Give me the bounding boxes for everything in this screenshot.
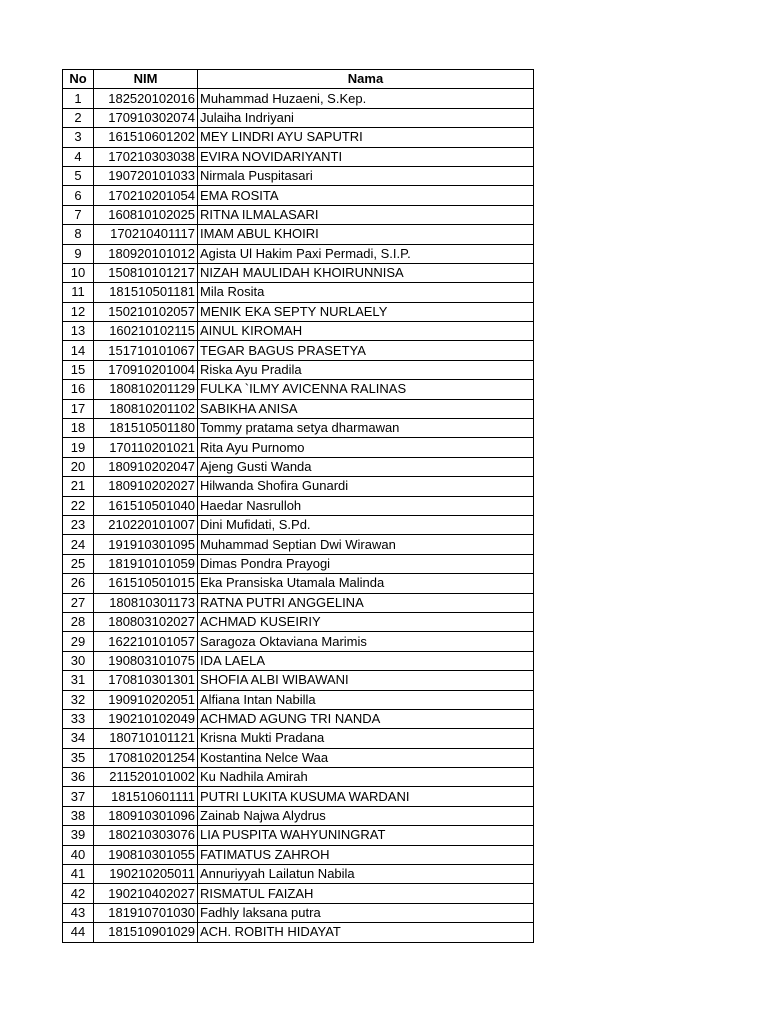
name-cell: MEY LINDRI AYU SAPUTRI — [198, 128, 534, 147]
row-number-cell: 3 — [63, 128, 94, 147]
row-number-cell: 24 — [63, 535, 94, 554]
table-row — [63, 302, 534, 321]
name-cell: Muhammad Huzaeni, S.Kep. — [198, 89, 534, 108]
row-number-cell: 35 — [63, 748, 94, 767]
nim-cell: 180810201102 — [94, 399, 198, 418]
table-row — [63, 884, 534, 903]
name-cell: EMA ROSITA — [198, 186, 534, 205]
row-number-cell: 13 — [63, 322, 94, 341]
name-cell: Rita Ayu Purnomo — [198, 438, 534, 457]
name-cell: SHOFIA ALBI WIBAWANI — [198, 671, 534, 690]
nim-cell: 181910701030 — [94, 903, 198, 922]
table-row — [63, 671, 534, 690]
table-row — [63, 709, 534, 728]
table-row — [63, 593, 534, 612]
table-body — [63, 89, 534, 942]
row-number-cell: 22 — [63, 496, 94, 515]
name-cell: Hilwanda Shofira Gunardi — [198, 477, 534, 496]
row-number-cell: 26 — [63, 574, 94, 593]
name-cell: FULKA `ILMY AVICENNA RALINAS — [198, 380, 534, 399]
name-cell: Mila Rosita — [198, 283, 534, 302]
nim-cell: 180920101012 — [94, 244, 198, 263]
nim-cell: 190910202051 — [94, 690, 198, 709]
table-row — [63, 380, 534, 399]
name-cell: Fadhly laksana putra — [198, 903, 534, 922]
nim-cell: 181510501180 — [94, 419, 198, 438]
nim-cell: 170210401117 — [94, 225, 198, 244]
table-row — [63, 748, 534, 767]
row-number-cell: 29 — [63, 632, 94, 651]
row-number-cell: 4 — [63, 147, 94, 166]
name-cell: Nirmala Puspitasari — [198, 166, 534, 185]
nim-cell: 170110201021 — [94, 438, 198, 457]
nim-cell: 161510601202 — [94, 128, 198, 147]
row-number-cell: 19 — [63, 438, 94, 457]
row-number-cell: 31 — [63, 671, 94, 690]
table-row — [63, 554, 534, 573]
student-roster-table — [62, 69, 534, 943]
nim-cell: 170910302074 — [94, 108, 198, 127]
name-cell: AINUL KIROMAH — [198, 322, 534, 341]
table-row — [63, 845, 534, 864]
row-number-cell: 20 — [63, 457, 94, 476]
table-row — [63, 457, 534, 476]
name-cell: Julaiha Indriyani — [198, 108, 534, 127]
name-cell: Agista Ul Hakim Paxi Permadi, S.I.P. — [198, 244, 534, 263]
nim-cell: 180910202047 — [94, 457, 198, 476]
name-cell: Tommy pratama setya dharmawan — [198, 419, 534, 438]
nim-cell: 181510901029 — [94, 923, 198, 942]
table-row — [63, 419, 534, 438]
row-number-cell: 36 — [63, 768, 94, 787]
table-row — [63, 225, 534, 244]
table-row — [63, 612, 534, 631]
name-cell: Zainab Najwa Alydrus — [198, 806, 534, 825]
nim-cell: 180810201129 — [94, 380, 198, 399]
name-cell: LIA PUSPITA WAHYUNINGRAT — [198, 826, 534, 845]
name-cell: Krisna Mukti Pradana — [198, 729, 534, 748]
nim-cell: 170210201054 — [94, 186, 198, 205]
nim-cell: 211520101002 — [94, 768, 198, 787]
row-number-cell: 42 — [63, 884, 94, 903]
nim-cell: 190210205011 — [94, 865, 198, 884]
nim-cell: 210220101007 — [94, 515, 198, 534]
nim-cell: 160810102025 — [94, 205, 198, 224]
nim-cell: 190720101033 — [94, 166, 198, 185]
nim-cell: 181510501181 — [94, 283, 198, 302]
nim-cell: 170810201254 — [94, 748, 198, 767]
table-row — [63, 787, 534, 806]
row-number-cell: 32 — [63, 690, 94, 709]
row-number-cell: 1 — [63, 89, 94, 108]
name-cell: ACHMAD AGUNG TRI NANDA — [198, 709, 534, 728]
table-row — [63, 729, 534, 748]
name-cell: TEGAR BAGUS PRASETYA — [198, 341, 534, 360]
table-row — [63, 89, 534, 108]
table-row — [63, 399, 534, 418]
table-row — [63, 263, 534, 282]
table-row — [63, 535, 534, 554]
name-cell: ACHMAD KUSEIRIY — [198, 612, 534, 631]
row-number-cell: 43 — [63, 903, 94, 922]
nim-cell: 182520102016 — [94, 89, 198, 108]
table-row — [63, 826, 534, 845]
table-row — [63, 690, 534, 709]
nim-cell: 180210303076 — [94, 826, 198, 845]
table-row — [63, 515, 534, 534]
row-number-cell: 44 — [63, 923, 94, 942]
row-number-cell: 16 — [63, 380, 94, 399]
name-cell: Muhammad Septian Dwi Wirawan — [198, 535, 534, 554]
row-number-cell: 34 — [63, 729, 94, 748]
row-number-cell: 2 — [63, 108, 94, 127]
table-row — [63, 166, 534, 185]
row-number-cell: 33 — [63, 709, 94, 728]
row-number-cell: 7 — [63, 205, 94, 224]
nim-cell: 181510601111 — [94, 787, 198, 806]
name-cell: Ajeng Gusti Wanda — [198, 457, 534, 476]
name-cell: Dimas Pondra Prayogi — [198, 554, 534, 573]
column-header-nama: Nama — [198, 70, 534, 89]
name-cell: Haedar Nasrulloh — [198, 496, 534, 515]
nim-cell: 190210102049 — [94, 709, 198, 728]
row-number-cell: 14 — [63, 341, 94, 360]
name-cell: RATNA PUTRI ANGGELINA — [198, 593, 534, 612]
column-header-nim: NIM — [94, 70, 198, 89]
name-cell: NIZAH MAULIDAH KHOIRUNNISA — [198, 263, 534, 282]
row-number-cell: 41 — [63, 865, 94, 884]
row-number-cell: 11 — [63, 283, 94, 302]
nim-cell: 161510501040 — [94, 496, 198, 515]
nim-cell: 190803101075 — [94, 651, 198, 670]
name-cell: SABIKHA ANISA — [198, 399, 534, 418]
row-number-cell: 40 — [63, 845, 94, 864]
row-number-cell: 28 — [63, 612, 94, 631]
row-number-cell: 10 — [63, 263, 94, 282]
nim-cell: 150210102057 — [94, 302, 198, 321]
table-row — [63, 205, 534, 224]
row-number-cell: 30 — [63, 651, 94, 670]
nim-cell: 180810301173 — [94, 593, 198, 612]
table-row — [63, 865, 534, 884]
nim-cell: 162210101057 — [94, 632, 198, 651]
nim-cell: 190210402027 — [94, 884, 198, 903]
table-row — [63, 128, 534, 147]
nim-cell: 151710101067 — [94, 341, 198, 360]
name-cell: Ku Nadhila Amirah — [198, 768, 534, 787]
row-number-cell: 21 — [63, 477, 94, 496]
table-row — [63, 283, 534, 302]
name-cell: Riska Ayu Pradila — [198, 360, 534, 379]
table-row — [63, 360, 534, 379]
row-number-cell: 25 — [63, 554, 94, 573]
table-row — [63, 768, 534, 787]
row-number-cell: 17 — [63, 399, 94, 418]
table-row — [63, 108, 534, 127]
nim-cell: 170210303038 — [94, 147, 198, 166]
table-row — [63, 477, 534, 496]
header-row — [63, 70, 534, 89]
name-cell: IMAM ABUL KHOIRI — [198, 225, 534, 244]
nim-cell: 150810101217 — [94, 263, 198, 282]
name-cell: Kostantina Nelce Waa — [198, 748, 534, 767]
table-row — [63, 651, 534, 670]
row-number-cell: 37 — [63, 787, 94, 806]
row-number-cell: 27 — [63, 593, 94, 612]
name-cell: IDA LAELA — [198, 651, 534, 670]
row-number-cell: 39 — [63, 826, 94, 845]
table-row — [63, 903, 534, 922]
table-row — [63, 438, 534, 457]
name-cell: EVIRA NOVIDARIYANTI — [198, 147, 534, 166]
table-row — [63, 496, 534, 515]
nim-cell: 190810301055 — [94, 845, 198, 864]
table-row — [63, 341, 534, 360]
row-number-cell: 23 — [63, 515, 94, 534]
row-number-cell: 38 — [63, 806, 94, 825]
name-cell: RISMATUL FAIZAH — [198, 884, 534, 903]
nim-cell: 180710101121 — [94, 729, 198, 748]
row-number-cell: 5 — [63, 166, 94, 185]
row-number-cell: 12 — [63, 302, 94, 321]
table-row — [63, 186, 534, 205]
table-row — [63, 244, 534, 263]
name-cell: Dini Mufidati, S.Pd. — [198, 515, 534, 534]
name-cell: Saragoza Oktaviana Marimis — [198, 632, 534, 651]
name-cell: RITNA ILMALASARI — [198, 205, 534, 224]
table-row — [63, 322, 534, 341]
row-number-cell: 18 — [63, 419, 94, 438]
table-row — [63, 574, 534, 593]
nim-cell: 180910202027 — [94, 477, 198, 496]
row-number-cell: 6 — [63, 186, 94, 205]
nim-cell: 180803102027 — [94, 612, 198, 631]
nim-cell: 160210102115 — [94, 322, 198, 341]
name-cell: FATIMATUS ZAHROH — [198, 845, 534, 864]
row-number-cell: 8 — [63, 225, 94, 244]
table-row — [63, 923, 534, 942]
table-row — [63, 147, 534, 166]
name-cell: Annuriyyah Lailatun Nabila — [198, 865, 534, 884]
column-header-no: No — [63, 70, 94, 89]
name-cell: Alfiana Intan Nabilla — [198, 690, 534, 709]
row-number-cell: 9 — [63, 244, 94, 263]
nim-cell: 161510501015 — [94, 574, 198, 593]
name-cell: Eka Pransiska Utamala Malinda — [198, 574, 534, 593]
nim-cell: 191910301095 — [94, 535, 198, 554]
table-row — [63, 632, 534, 651]
nim-cell: 181910101059 — [94, 554, 198, 573]
name-cell: PUTRI LUKITA KUSUMA WARDANI — [198, 787, 534, 806]
table-row — [63, 806, 534, 825]
nim-cell: 170810301301 — [94, 671, 198, 690]
nim-cell: 170910201004 — [94, 360, 198, 379]
name-cell: ACH. ROBITH HIDAYAT — [198, 923, 534, 942]
name-cell: MENIK EKA SEPTY NURLAELY — [198, 302, 534, 321]
row-number-cell: 15 — [63, 360, 94, 379]
table-header — [63, 70, 534, 89]
nim-cell: 180910301096 — [94, 806, 198, 825]
